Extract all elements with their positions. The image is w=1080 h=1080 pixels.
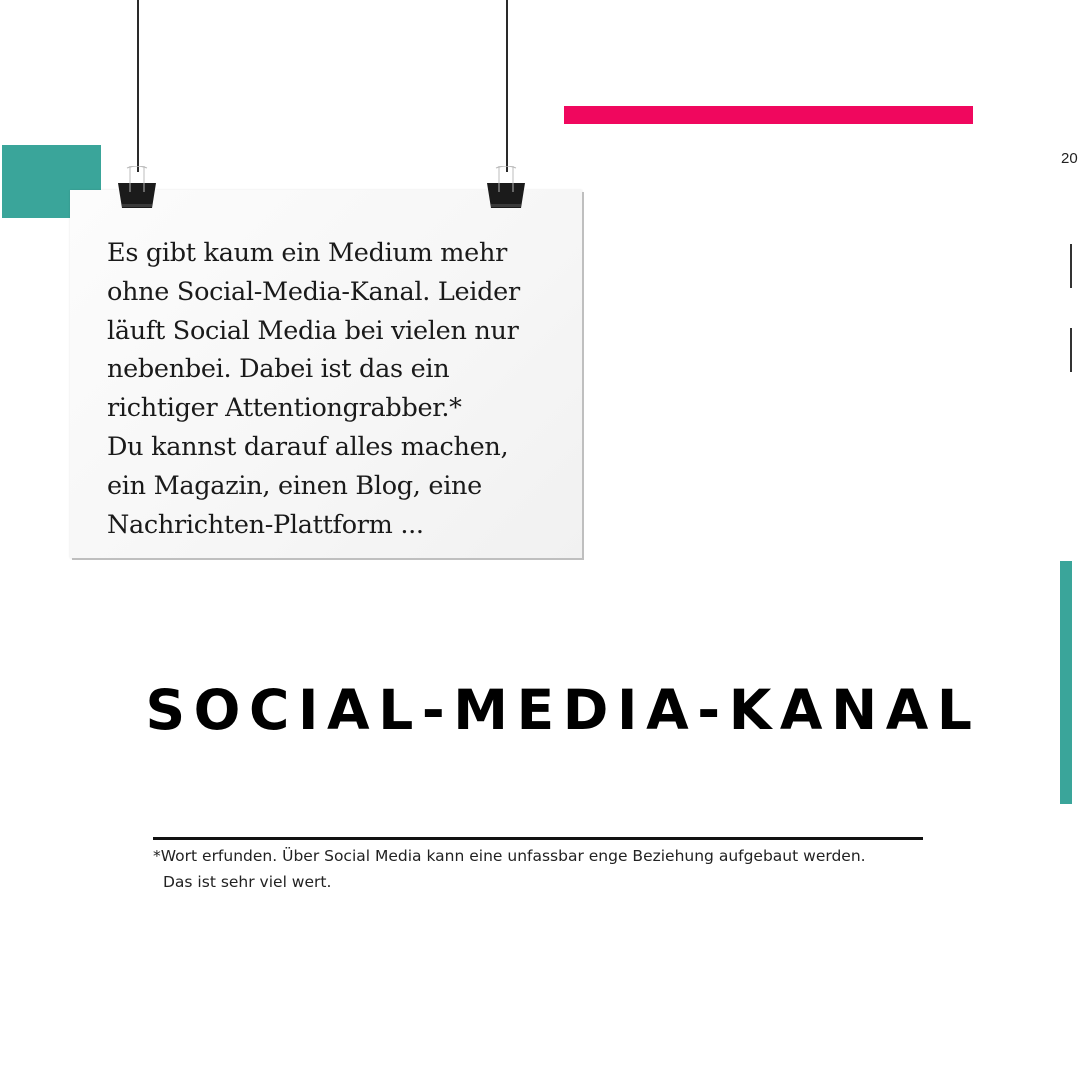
paper-line: richtiger Attentiongrabber.* (107, 393, 462, 424)
paper-line: Nachrichten-Plattform ... (107, 509, 424, 540)
footnote-line-1: *Wort erfunden. Über Social Media kann eine unfassbar enge Beziehung aufgebaut werden. (153, 847, 866, 865)
paper-line: nebenbei. Dabei ist das ein (107, 354, 450, 385)
binder-clip-icon (486, 166, 526, 210)
paper-line: ohne Social-Media-Kanal. Leider (107, 276, 520, 307)
headline: SOCIAL-MEDIA-KANAL (145, 678, 981, 742)
edge-number: 20 (1061, 150, 1078, 167)
hanging-string-left (137, 0, 139, 172)
edge-tick-mark (1070, 328, 1072, 372)
edge-tick-mark (1070, 244, 1072, 288)
pink-accent-bar (564, 106, 973, 124)
hanging-paper-note (70, 190, 582, 558)
footnote (153, 843, 933, 895)
binder-clip-icon (117, 166, 157, 210)
footnote-line-2: Das ist sehr viel wert. (163, 873, 332, 891)
paper-line: Du kannst darauf alles machen, (107, 431, 509, 462)
hanging-string-right (506, 0, 508, 172)
divider-rule (153, 837, 923, 840)
paper-text (107, 234, 567, 544)
paper-line: ein Magazin, einen Blog, eine (107, 470, 482, 501)
paper-line: Es gibt kaum ein Medium mehr (107, 238, 507, 268)
paper-line: läuft Social Media bei vielen nur (107, 315, 519, 346)
